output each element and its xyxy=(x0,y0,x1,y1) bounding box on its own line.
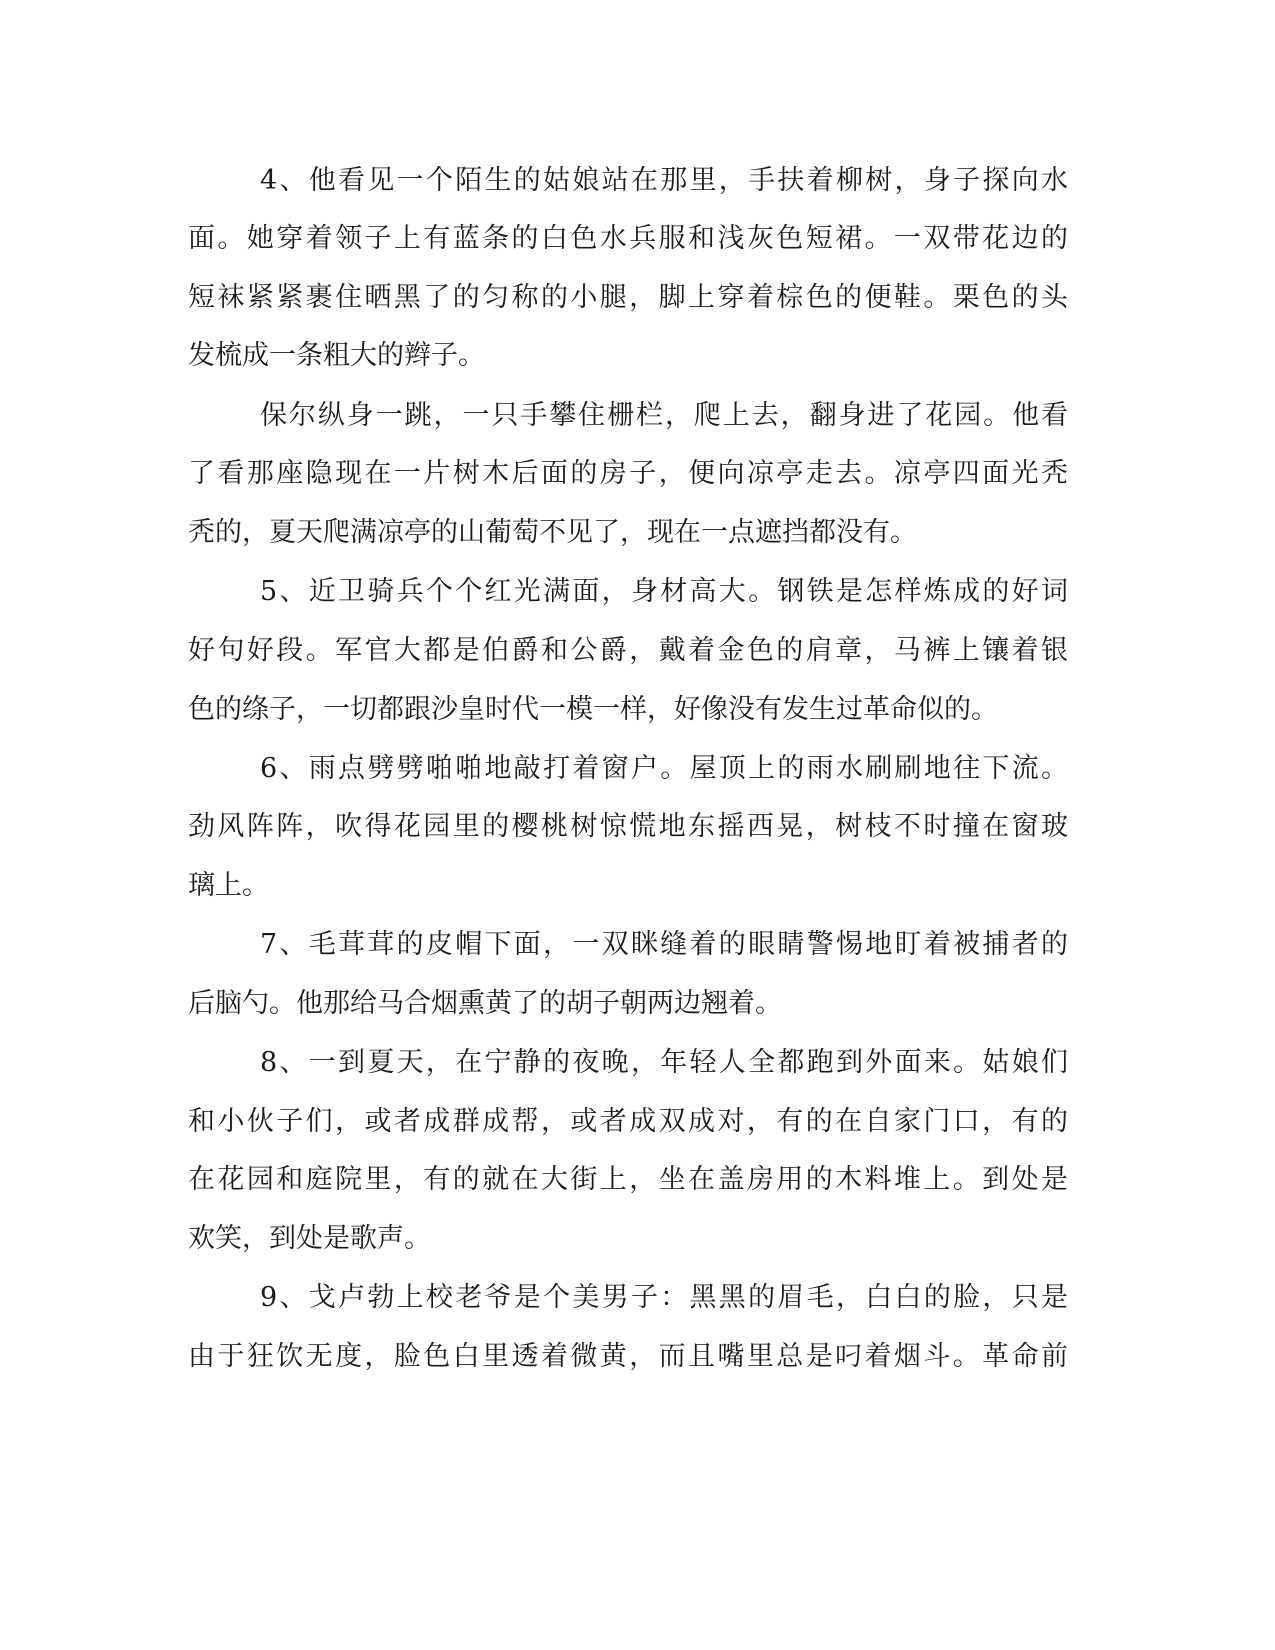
text-line: 7、毛茸茸的皮帽下面，一双眯缝着的眼睛警惕地盯着被捕者的 xyxy=(260,929,1068,960)
text-line: 8、一到夏天，在宁静的夜晚，年轻人全都跑到外面来。姑娘们 xyxy=(260,1047,1068,1078)
text-line: 欢笑，到处是歌声。 xyxy=(188,1223,431,1254)
text-line: 发梳成一条粗大的辫子。 xyxy=(188,340,485,371)
text-line: 5、近卫骑兵个个红光满面，身材高大。钢铁是怎样炼成的好词 xyxy=(260,576,1068,607)
text-line: 了看那座隐现在一片树木后面的房子，便向凉亭走去。凉亭四面光秃 xyxy=(188,458,1068,489)
text-line: 后脑勺。他那给马合烟熏黄了的胡子朝两边翘着。 xyxy=(188,988,782,1019)
text-line: 6、雨点劈劈啪啪地敲打着窗户。屋顶上的雨水刷刷地往下流。 xyxy=(260,753,1068,784)
text-line: 秃的，夏天爬满凉亭的山葡萄不见了，现在一点遮挡都没有。 xyxy=(188,517,917,548)
text-line: 短袜紧紧裹住晒黑了的匀称的小腿，脚上穿着棕色的便鞋。栗色的头 xyxy=(188,282,1068,313)
text-line: 4、他看见一个陌生的姑娘站在那里，手扶着柳树，身子探向水 xyxy=(260,165,1068,196)
text-line: 保尔纵身一跳，一只手攀住栅栏，爬上去，翻身进了花园。他看 xyxy=(260,400,1068,431)
text-line: 面。她穿着领子上有蓝条的白色水兵服和浅灰色短裙。一双带花边的 xyxy=(188,223,1068,254)
text-line: 9、戈卢勃上校老爷是个美男子：黑黑的眉毛，白白的脸，只是 xyxy=(260,1282,1068,1313)
text-line: 和小伙子们，或者成群成帮，或者成双成对，有的在自家门口，有的 xyxy=(188,1106,1068,1137)
text-line: 劲风阵阵，吹得花园里的樱桃树惊慌地东摇西晃，树枝不时撞在窗玻 xyxy=(188,811,1068,842)
text-line: 好句好段。军官大都是伯爵和公爵，戴着金色的肩章，马裤上镶着银 xyxy=(188,635,1068,666)
text-line: 由于狂饮无度，脸色白里透着微黄，而且嘴里总是叼着烟斗。革命前 xyxy=(188,1341,1068,1372)
text-line: 在花园和庭院里，有的就在大街上，坐在盖房用的木料堆上。到处是 xyxy=(188,1164,1068,1195)
text-line: 色的绦子，一切都跟沙皇时代一模一样，好像没有发生过革命似的。 xyxy=(188,694,998,725)
text-line: 璃上。 xyxy=(188,870,269,901)
